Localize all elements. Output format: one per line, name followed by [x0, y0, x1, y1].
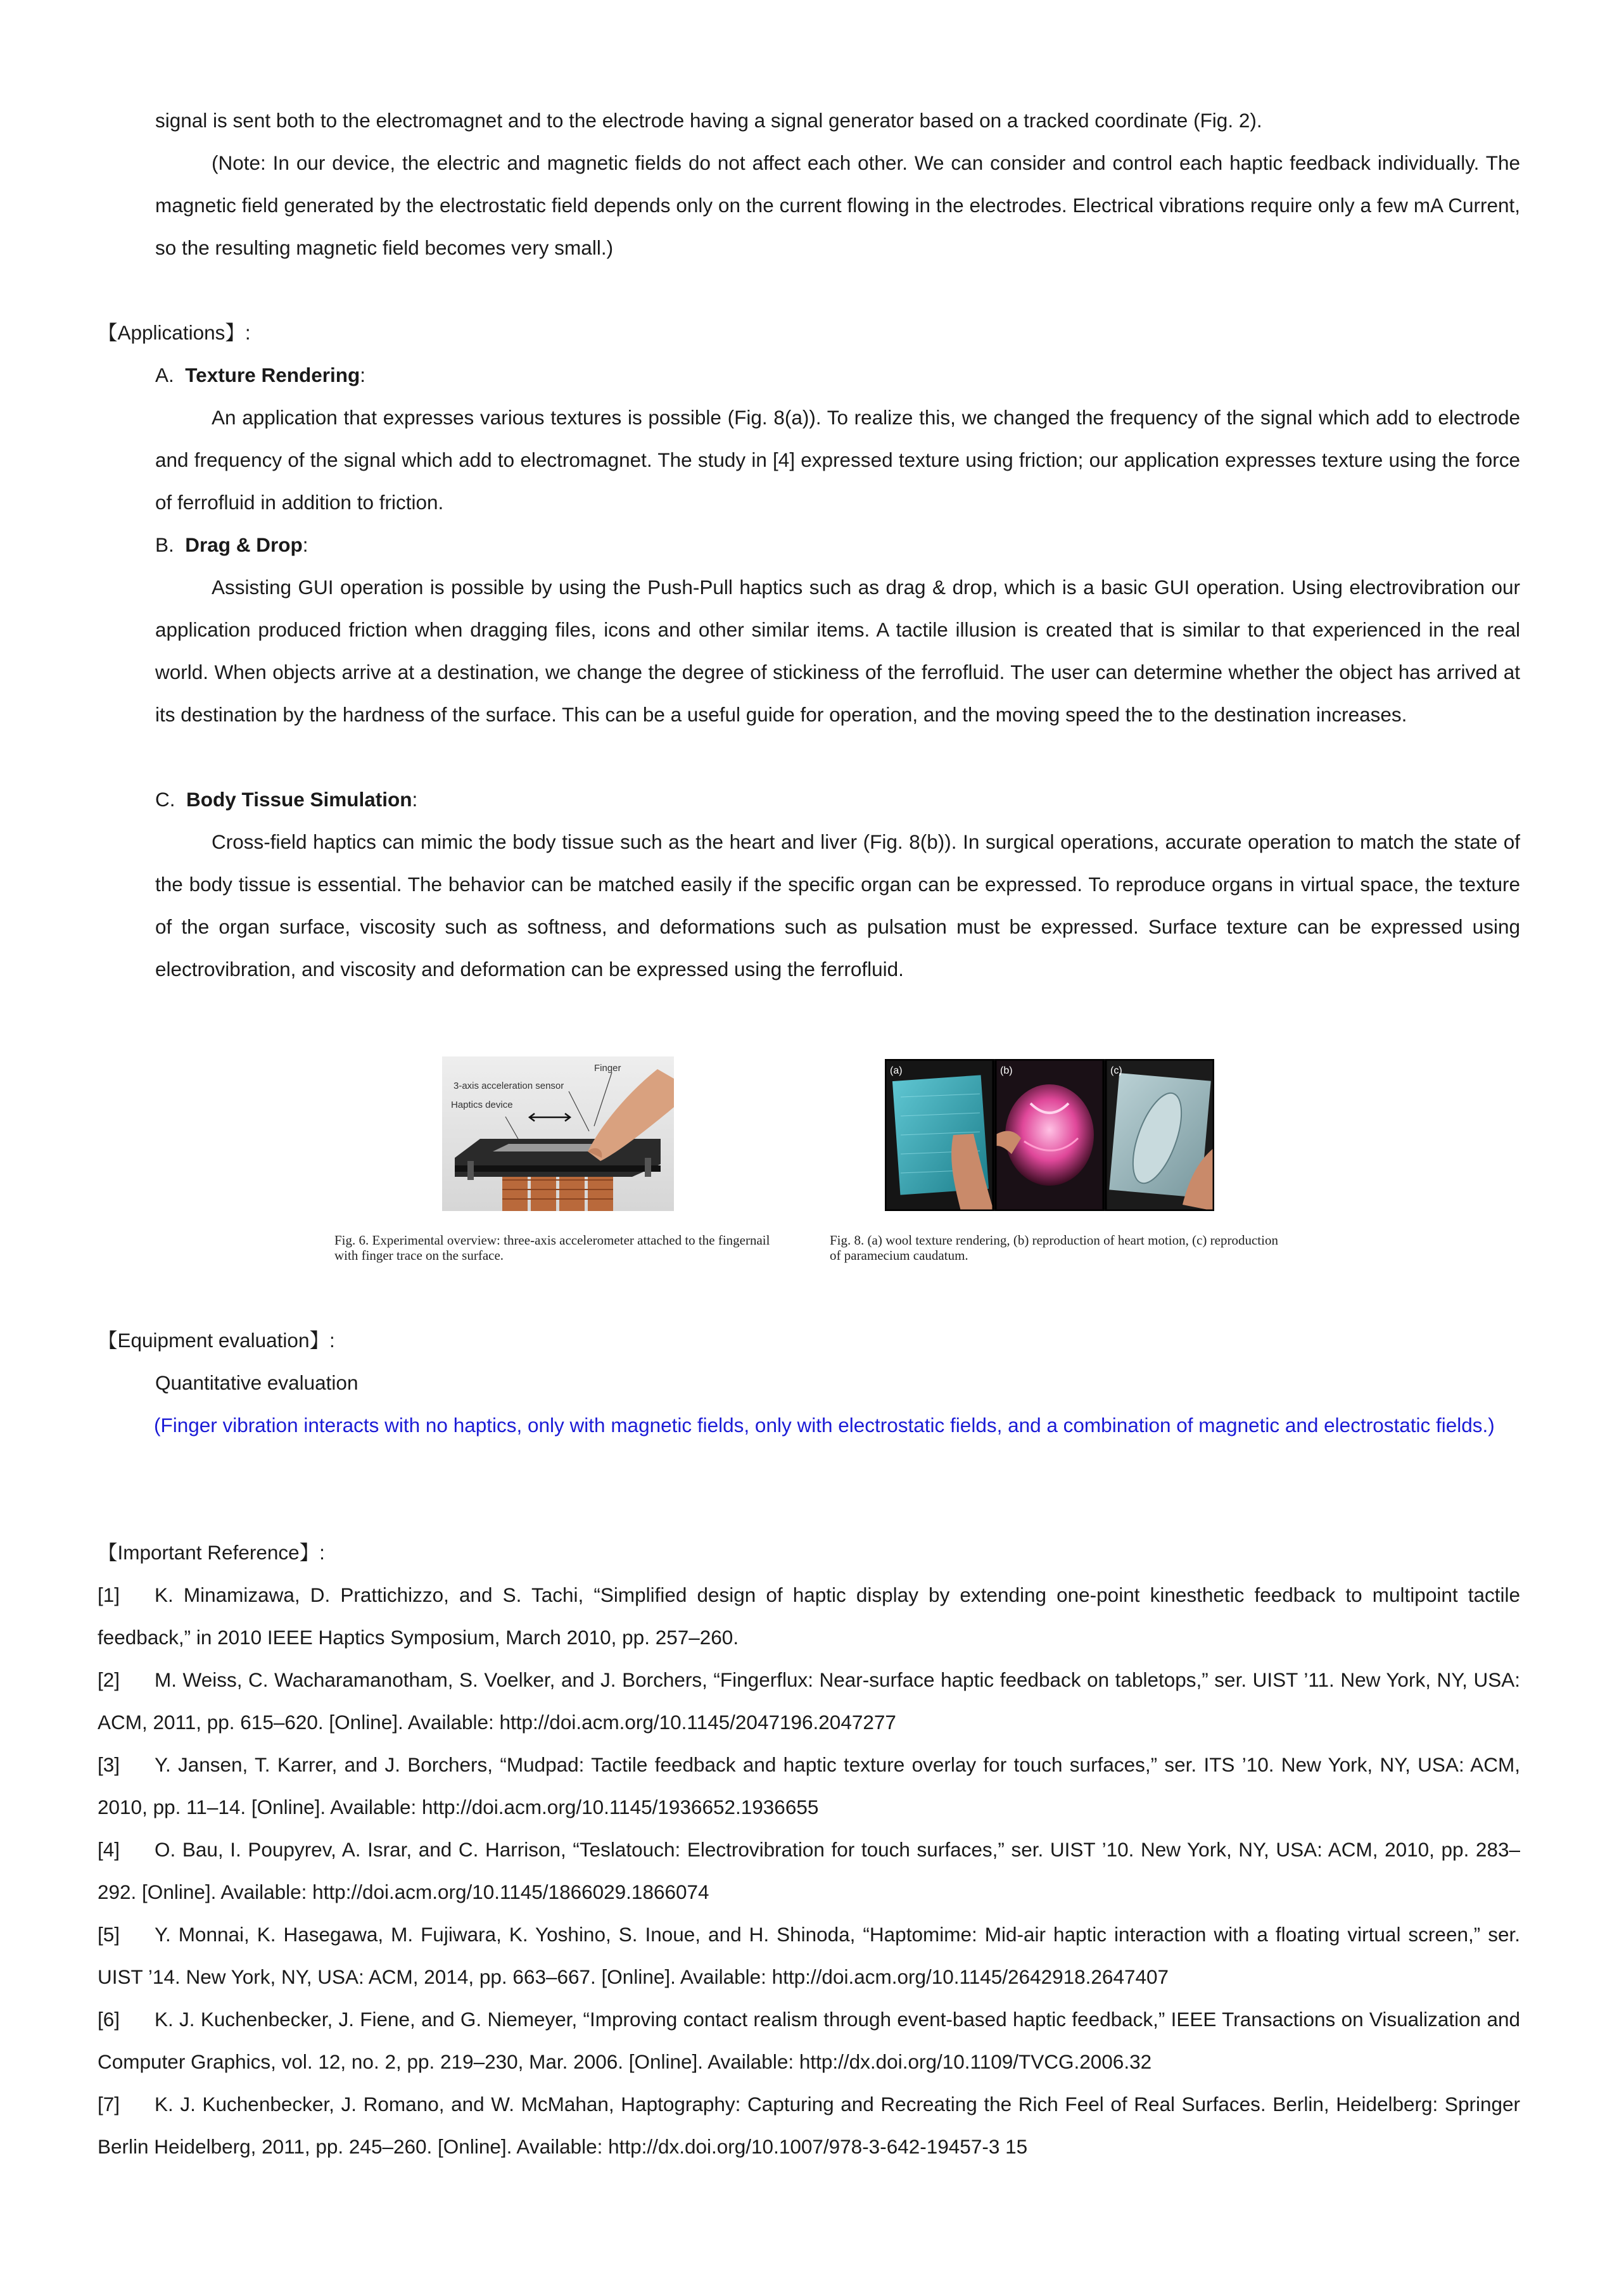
references-heading: 【Important Reference】:: [98, 1541, 325, 1564]
reference-number: [5]: [98, 1923, 120, 1946]
reference-text: Y. Monnai, K. Hasegawa, M. Fujiwara, K. Yoshino, S. Inoue, and H. Shinoda, “Haptomime: Mid-air haptic interaction with a floating virtual screen,” ser. UIST ’14. New York, NY, USA: ACM, 2014, pp. 663–667. [Online]. Available: http://doi.acm.org/10.1145/2642918.2647407: [98, 1923, 1520, 1988]
reference-number: [2]: [98, 1668, 120, 1691]
application-b-text: Assisting GUI operation is possible by using the Push-Pull haptics such as drag & drop, which is a basic GUI operation. Using electrovibration our application produced friction when dragging files, icons and other similar items. A tactile illusion is created that is similar to that experienced in the real world. When objects arrive at a destination, we change the degree of stickiness of the ferrofluid. The user can determine whether the object has arrived at its destination by the hardness of the surface. This can be a useful guide for operation, and the moving speed the to the destination increases.: [155, 576, 1520, 726]
reference-item: [98, 1744, 1520, 1829]
reference-number: [7]: [98, 2093, 120, 2115]
title-colon: :: [412, 788, 418, 811]
reference-item: [98, 1998, 1520, 2083]
note-paragraph: (Note: In our device, the electric and magnetic fields do not affect each other. We can consider and control each haptic feedback individually. The magnetic field generated by the electrostatic field depends only on the current flowing in the electrodes. Electrical vibrations require only a few mA Current, so the resulting magnetic field becomes very small.): [155, 151, 1520, 259]
reference-number: [1]: [98, 1583, 120, 1606]
fig8-panel-b-tag: (b): [1000, 1065, 1013, 1076]
title-colon: :: [360, 364, 366, 386]
reference-text: K. Minamizawa, D. Prattichizzo, and S. Tachi, “Simplified design of haptic display by extending one-point kinesthetic feedback to multipoint tactile feedback,” in 2010 IEEE Haptics Symposium, March 2010, pp. 257–260.: [98, 1583, 1520, 1649]
section-title: Body Tissue Simulation: [186, 788, 412, 811]
list-marker: B.: [155, 533, 174, 556]
reference-item: [98, 1829, 1520, 1913]
reference-text: K. J. Kuchenbecker, J. Romano, and W. McMahan, Haptography: Capturing and Recreating the Rich Feel of Real Surfaces. Berlin, Heidelberg: Springer Berlin Heidelberg, 2011, pp. 245–260. [Online]. Available: http://dx.doi.org/10.1007/978-3-642-19457-3 15: [98, 2093, 1520, 2158]
equipment-subheading: Quantitative evaluation: [155, 1371, 358, 1394]
fig6-label-device: Haptics device: [451, 1100, 513, 1110]
application-a-title: [155, 354, 365, 396]
fig8-panels-image: [885, 1059, 1214, 1211]
reference-number: [6]: [98, 2008, 120, 2031]
section-title: Texture Rendering: [185, 364, 360, 386]
fig8-caption: Fig. 8. (a) wool texture rendering, (b) reproduction of heart motion, (c) reproduction of paramecium caudatum.: [830, 1233, 1278, 1263]
fig6-caption: Fig. 6. Experimental overview: three-axis accelerometer attached to the fingernail with finger trace on the surface.: [334, 1233, 770, 1263]
applications-heading: 【Applications】:: [98, 321, 251, 344]
fig6-photo: [442, 1056, 674, 1211]
intro-paragraph: signal is sent both to the electromagnet and to the electrode having a signal generator based on a tracked coordinate (Fig. 2).: [155, 109, 1262, 132]
fig8-panel-a-tag: (a): [890, 1065, 903, 1076]
reference-text: Y. Jansen, T. Karrer, and J. Borchers, “Mudpad: Tactile feedback and haptic texture overlay for touch surfaces,” ser. ITS ’10. New York, NY, USA: ACM, 2010, pp. 11–14. [Online]. Available: http://doi.acm.org/10.1145/1936652.1936655: [98, 1753, 1520, 1818]
application-b-title: [155, 524, 308, 566]
reference-number: [3]: [98, 1753, 120, 1776]
application-c-text: Cross-field haptics can mimic the body tissue such as the heart and liver (Fig. 8(b)). In surgical operations, accurate operation to match the state of the body tissue is essential. The behavior can be matched easily if the specific organ can be expressed. To reproduce organs in virtual space, the texture of the organ surface, viscosity such as softness, and deformations such as pulsation must be expressed. Surface texture can be expressed using electrovibration, and viscosity and deformation can be expressed using the ferrofluid.: [155, 830, 1520, 980]
reference-number: [4]: [98, 1838, 120, 1861]
reference-item: [98, 2083, 1520, 2168]
fig6-device-image: [442, 1056, 674, 1211]
fig6-label-finger: Finger: [594, 1063, 621, 1074]
fig8-photo: [885, 1059, 1214, 1211]
reference-text: M. Weiss, C. Wacharamanotham, S. Voelker, and J. Borchers, “Fingerflux: Near-surface haptic feedback on tabletops,” ser. UIST ’11. New York, NY, USA: ACM, 2011, pp. 615–620. [Online]. Available: http://doi.acm.org/10.1145/2047196.2047277: [98, 1668, 1520, 1734]
reference-text: O. Bau, I. Poupyrev, A. Israr, and C. Harrison, “Teslatouch: Electrovibration for touch surfaces,” ser. UIST ’10. New York, NY, USA: ACM, 2010, pp. 283–292. [Online]. Available: http://doi.acm.org/10.1145/1866029.1866074: [98, 1838, 1520, 1903]
fig6-label-accel: 3-axis acceleration sensor: [454, 1081, 564, 1091]
reference-item: [98, 1574, 1520, 1659]
title-colon: :: [302, 533, 308, 556]
reference-item: [98, 1913, 1520, 1998]
section-title: Drag & Drop: [185, 533, 303, 556]
list-marker: A.: [155, 364, 174, 386]
reference-item: [98, 1659, 1520, 1744]
equipment-note: (Finger vibration interacts with no haptics, only with magnetic fields, only with electrostatic fields, and a combination of magnetic and electrostatic fields.): [154, 1414, 1495, 1437]
application-c-title: [155, 778, 417, 821]
reference-text: K. J. Kuchenbecker, J. Fiene, and G. Niemeyer, “Improving contact realism through event-based haptic feedback,” IEEE Transactions on Visualization and Computer Graphics, vol. 12, no. 2, pp. 219–230, Mar. 2006. [Online]. Available: http://dx.doi.org/10.1109/TVCG.2006.32: [98, 2008, 1520, 2073]
list-marker: C.: [155, 788, 175, 811]
equipment-heading: 【Equipment evaluation】:: [98, 1329, 335, 1352]
fig8-panel-c-tag: (c): [1110, 1065, 1122, 1076]
application-a-text: An application that expresses various textures is possible (Fig. 8(a)). To realize this, we changed the frequency of the signal which add to electrode and frequency of the signal which add to electromagnet. The study in [4] expressed texture using friction; our application expresses texture using the force of ferrofluid in addition to friction.: [155, 406, 1520, 514]
